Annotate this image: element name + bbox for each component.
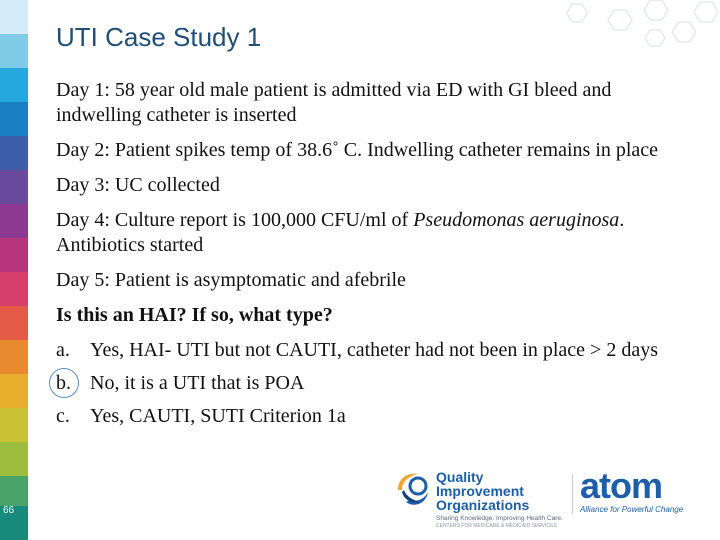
stripe-band (0, 136, 28, 170)
stripe-band (0, 306, 28, 340)
organism-name: Pseudomonas aeruginosa (413, 209, 620, 231)
answer-option-c (56, 404, 696, 429)
option-letter: c. (56, 405, 70, 427)
slide-body (56, 78, 696, 437)
qio-swirl-icon (392, 468, 434, 510)
answer-option-b (56, 371, 696, 396)
qio-cms: CENTERS FOR MEDICARE & MEDICAID SERVICES (436, 523, 557, 529)
stripe-band (0, 442, 28, 476)
stripe-band (0, 272, 28, 306)
option-letter-wrap (56, 371, 90, 396)
answer-highlight-circle (49, 368, 79, 398)
stripe-band (0, 238, 28, 272)
case-day-2: Day 2: Patient spikes temp of 38.6˚ C. Indwelling catheter remains in place (56, 139, 659, 161)
day-4-prefix: Day 4: Culture report is 100,000 CFU/ml of (56, 209, 414, 231)
stripe-band (0, 102, 28, 136)
qio-name-line2: Organizations (436, 497, 530, 513)
atom-tagline: Alliance for Powerful Change (580, 505, 684, 514)
stripe-band (0, 34, 28, 68)
case-day-1: Day 1: 58 year old male patient is admitted via ED with GI bleed and indwelling catheter is inserted (56, 79, 612, 126)
stripe-band (0, 374, 28, 408)
option-text: No, it is a UTI that is POA (90, 372, 305, 394)
option-letter: a. (56, 339, 70, 361)
stripe-band (0, 170, 28, 204)
stripe-band (0, 68, 28, 102)
stripe-band (0, 0, 28, 34)
case-day-5: Day 5: Patient is asymptomatic and afebrile (56, 269, 406, 291)
option-text: Yes, CAUTI, SUTI Criterion 1a (90, 405, 346, 427)
case-day-4 (56, 208, 696, 258)
page-number: 66 (3, 505, 15, 516)
qio-wordmark (436, 470, 572, 529)
slide-title: UTI Case Study 1 (56, 22, 262, 52)
stripe-band (0, 476, 28, 506)
stripe-band (0, 408, 28, 442)
option-letter: b. (56, 372, 71, 394)
color-stripe (0, 0, 28, 540)
case-day-3: Day 3: UC collected (56, 174, 220, 196)
stripe-band (0, 340, 28, 374)
atom-logo (580, 465, 710, 528)
logo-divider (572, 474, 573, 514)
answer-option-a (56, 338, 696, 363)
qio-name-line1: Quality Improvement (436, 469, 524, 499)
stripe-band (0, 204, 28, 238)
qio-logo (392, 462, 572, 529)
qio-tagline: Sharing Knowledge. Improving Health Care. (436, 515, 563, 522)
option-text: Yes, HAI- UTI but not CAUTI, catheter had not been in place > 2 days (90, 339, 658, 361)
atom-wordmark: atom (580, 465, 663, 506)
hexagon-pattern-icon (550, 0, 720, 60)
day-4-suffix: . Antibiotics started (56, 209, 625, 256)
question: Is this an HAI? If so, what type? (56, 304, 333, 326)
